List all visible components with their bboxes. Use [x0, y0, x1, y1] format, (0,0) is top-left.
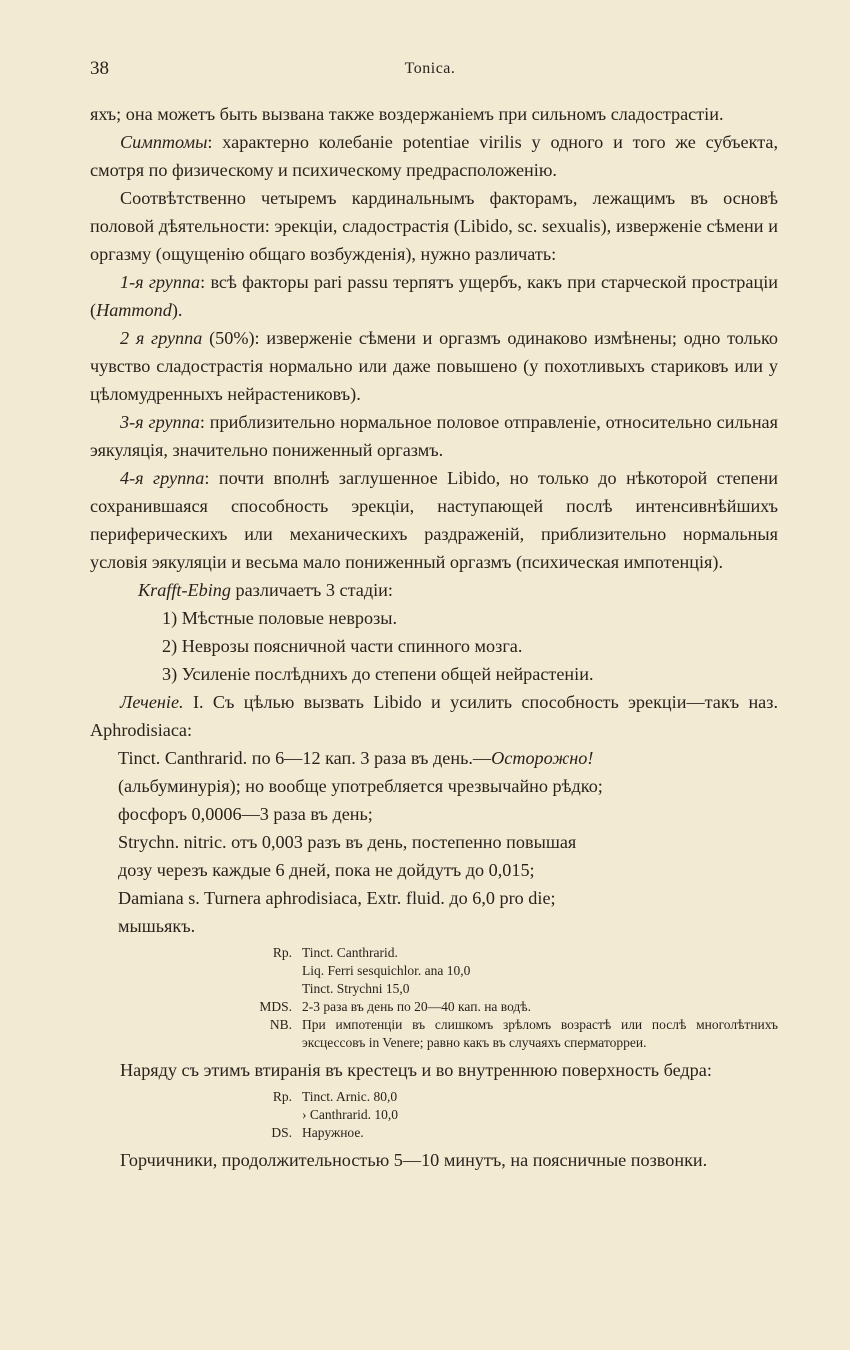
recipe-line: › Canthrarid. 10,0	[302, 1107, 398, 1122]
paragraph-symptoms: Симптомы: характерно колебаніе potentiae virilis у одного и того же субъекта, смотря по физическому и психическому предрасположенію.	[90, 132, 778, 180]
recipe-line: Tinct. Strychni 15,0	[302, 981, 410, 996]
paragraph-group-2: 2 я группа (50%): изверженіе сѣмени и оргазмъ одинаково измѣнены; одно только чувство сладострастія нормально или даже повышено (у похотливыхъ стариковъ или у цѣломудренныхъ нейрастениковъ).	[90, 328, 779, 404]
rx-cantharid: Tinct. Canthrarid. по 6—12 кап. 3 раза въ день.—Осторожно!	[118, 748, 594, 768]
rx-strychnine: Strychn. nitric. отъ 0,003 разъ въ день, постепенно повышая	[118, 832, 577, 852]
paragraph-factors: Соотвѣтственно четыремъ кардинальнымъ факторамъ, лежащимъ въ основѣ половой дѣятельности: эрекціи, сладострастія (Libido, sc. sexualis), изверженіе сѣмени и оргазму (ощущенію общаго возбужденія), нужно различать:	[90, 188, 778, 264]
recipe-line: Tinct. Arnic. 80,0	[302, 1089, 398, 1104]
page-body	[90, 100, 778, 1174]
page-header	[90, 58, 770, 86]
paragraph-group-4: 4-я группа: почти вполнѣ заглушенное Libido, но только до нѣкоторой степени сохранившаяся способность эрекціи, наступающей послѣ интенсивнѣйшихъ периферическихъ или механическихъ раздраженій, приблизительно нормальныя условія эякуляціи и весьма мало пониженный оргазмъ (психическая импотенція).	[90, 468, 778, 572]
rx-strychnine-dose: дозу черезъ каждые 6 дней, пока не дойдутъ до 0,015;	[118, 860, 535, 880]
paragraph-group-1: 1-я группа: всѣ факторы pari passu терпятъ ущербъ, какъ при старческой прострацiи (Hammond).	[90, 272, 778, 320]
running-title: Tonica.	[404, 60, 456, 77]
recipe-label: Rp.	[272, 945, 292, 960]
paragraph-rubbing: Наряду съ этимъ втиранія въ крестецъ и во внутреннюю поверхность бедра:	[120, 1060, 712, 1080]
recipe-line: Liq. Ferri sesquichlor. ana 10,0	[302, 963, 471, 978]
recipe-block-2	[250, 1088, 778, 1142]
paragraph-group-3: 3-я группа: приблизительно нормальное половое отправленіе, относительно сильная эякуляція, значительно пониженный оргазмъ.	[90, 412, 778, 460]
stage-item: 2) Неврозы поясничной части спинного мозга.	[162, 636, 523, 656]
page-number: 38	[90, 58, 109, 79]
recipe-signature: 2-3 раза въ день по 20—40 кап. на водѣ.	[302, 999, 531, 1014]
rx-arsenic: мышьякъ.	[118, 916, 196, 936]
recipe-line: Tinct. Canthrarid.	[302, 945, 398, 960]
recipe-label: NB.	[269, 1017, 292, 1032]
recipe-block-1	[250, 944, 778, 1052]
recipe-label: Rp.	[272, 1089, 292, 1104]
paragraph-treatment: Леченіе. I. Съ цѣлью вызвать Libido и усилить способность эрекціи—такъ наз. Aphrodisiaca:	[90, 692, 778, 740]
recipe-label: DS.	[271, 1125, 292, 1140]
paragraph-continuation: яхъ; она можетъ быть вызвана также воздержаніемъ при сильномъ сладострастіи.	[90, 104, 724, 124]
rx-damiana: Damiana s. Turnera aphrodisiaca, Extr. fluid. до 6,0 pro die;	[118, 888, 556, 908]
paragraph-krafft-ebing: Krafft-Ebing различаетъ 3 стадіи:	[138, 580, 393, 600]
stage-item: 3) Усиленіе послѣднихъ до степени общей нейрастеніи.	[162, 664, 594, 684]
rx-phosphorus: фосфоръ 0,0006—3 раза въ день;	[118, 804, 373, 824]
paragraph-mustard-plasters: Горчичники, продолжительностью 5—10 минутъ, на поясничные позвонки.	[120, 1150, 708, 1170]
rx-cantharid-note: (альбуминурія); но вообще употребляется чрезвычайно рѣдко;	[118, 776, 603, 796]
recipe-note: При импотенціи въ слишкомъ зрѣломъ возрастѣ или послѣ многолѣтнихъ эксцессовъ in Venere; равно какъ въ случаяхъ сперматорреи.	[302, 1017, 778, 1050]
recipe-signature: Наружное.	[302, 1125, 364, 1140]
recipe-label: MDS.	[259, 999, 292, 1014]
stage-item: 1) Мѣстные половые неврозы.	[162, 608, 398, 628]
